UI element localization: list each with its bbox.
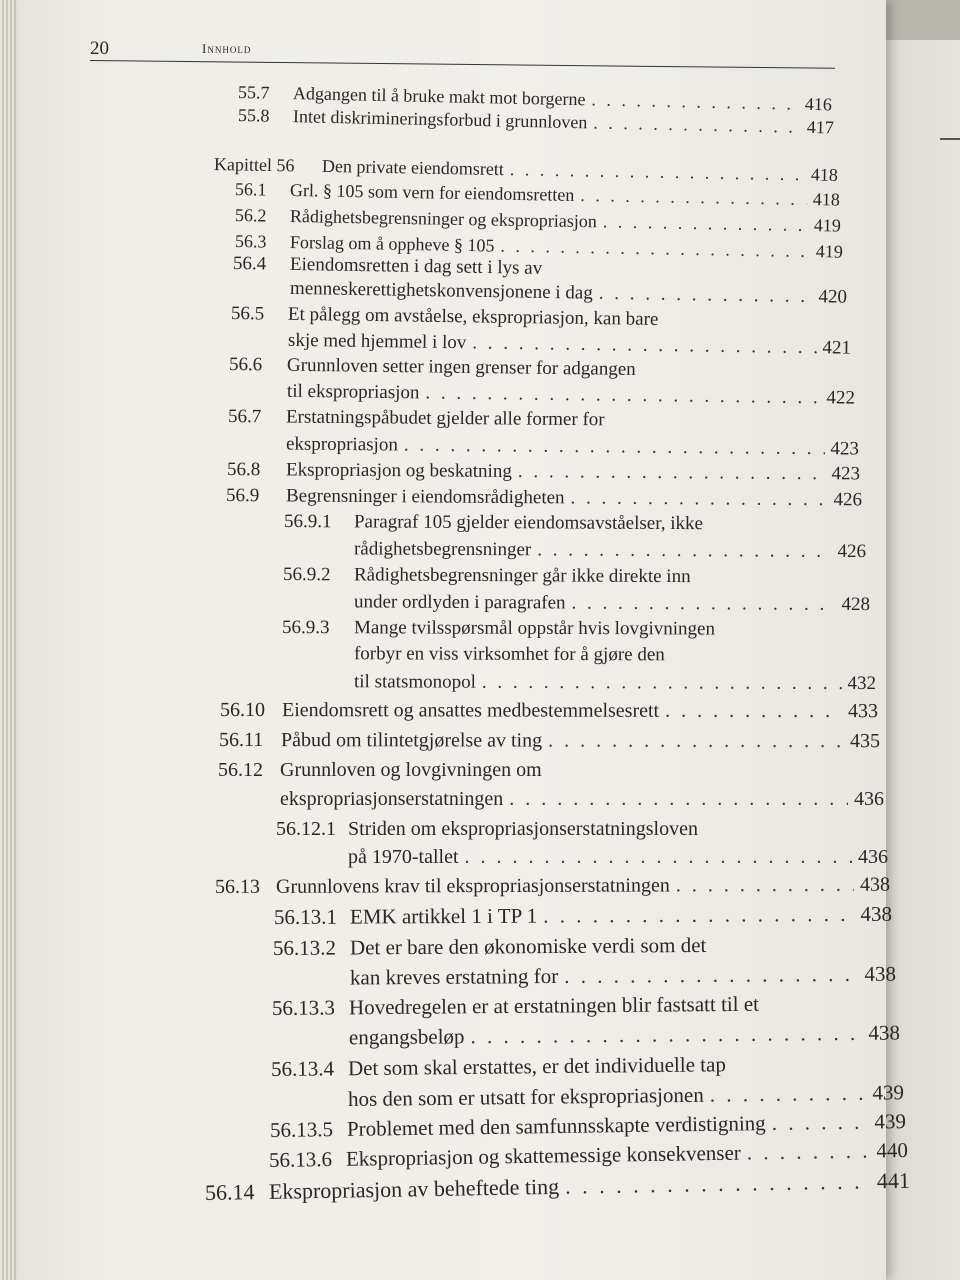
toc-entry-page: 418	[810, 164, 839, 185]
toc-entry-number	[271, 1106, 348, 1107]
dot-leader	[537, 536, 831, 566]
toc-entry	[283, 561, 868, 592]
toc-entry	[284, 508, 864, 539]
toc-entry-page: 435	[849, 730, 881, 753]
toc-entry-title: Ekspropriasjon av beheftede ting	[268, 1173, 560, 1204]
toc-entry-page: 417	[806, 116, 835, 138]
toc-entry-page: 421	[822, 337, 852, 359]
toc-entry-number: 56.3	[234, 231, 267, 252]
toc-entry-page: 428	[841, 593, 871, 616]
toc-entry-title: Paragraf 105 gjelder eiendomsavståelser, ikke	[353, 511, 704, 535]
toc-entry-title: rådighetsbegrensninger	[353, 538, 532, 561]
toc-entry-number: 56.13.5	[269, 1117, 334, 1142]
toc-entry-number: 56.4	[232, 253, 267, 275]
dot-leader	[565, 1167, 871, 1200]
toc-entry-number	[273, 984, 350, 985]
toc-entry-title: Begrensninger i eiendomsrådigheten	[285, 485, 565, 509]
dot-leader	[676, 871, 854, 900]
toc-entry-number: 56.5	[230, 303, 265, 325]
toc-entry	[271, 1048, 902, 1083]
toc-entry-number: 56.14	[204, 1179, 255, 1205]
toc-entry-page: 433	[847, 700, 879, 723]
toc-entry-title: Den private eiendomsrett	[321, 155, 505, 180]
toc-entry	[276, 843, 888, 871]
toc-entry-page: 436	[854, 788, 884, 810]
toc-entry-page: 419	[813, 215, 842, 236]
page-number: 20	[90, 38, 109, 59]
toc-entry-page: 426	[833, 489, 863, 511]
toc-entry	[273, 960, 896, 992]
toc-entry-page: 441	[876, 1167, 911, 1194]
toc-entry-number: 56.12.1	[276, 818, 336, 840]
toc-entry-number: 56.13.3	[271, 995, 336, 1020]
toc-entry-page: 438	[860, 901, 893, 926]
toc-entry	[219, 726, 880, 755]
dot-leader	[772, 1108, 869, 1137]
toc-entry-title: ekspropriasjon	[285, 433, 398, 456]
toc-entry-page: 438	[864, 961, 897, 986]
toc-entry	[272, 1019, 900, 1052]
toc-entry-number: 56.12	[218, 759, 263, 781]
toc-entry-title: Forslag om å oppheve § 105	[289, 231, 495, 256]
toc-entry-number	[231, 345, 288, 346]
dot-leader	[482, 669, 842, 698]
toc-entry-number: 56.13.1	[273, 904, 338, 929]
toc-entry	[282, 640, 874, 670]
toc-entry-title: til statsmonopol	[353, 671, 476, 693]
toc-entry-number: 55.8	[237, 105, 270, 126]
dot-leader	[593, 108, 801, 140]
toc-entry-page: 423	[830, 438, 860, 460]
toc-entry-page: 426	[837, 540, 867, 563]
toc-entry-page: 419	[815, 241, 844, 262]
toc-entry-number: 56.13.2	[272, 935, 337, 960]
toc-entry-title: Grunnloven og lovgivningen om	[280, 759, 542, 781]
toc-entry-page: 438	[868, 1020, 901, 1045]
toc-entry-number: 56.13	[214, 875, 261, 898]
dot-leader	[665, 697, 842, 725]
toc-entry-title: EMK artikkel 1 i TP 1	[349, 903, 538, 929]
toc-entry-title: Erstatningspåbudet gjelder alle former for	[285, 406, 605, 431]
toc-entry-number: 56.1	[234, 179, 267, 200]
toc-entry-title: Problemet med den samfunnsskapte verdistigning	[346, 1111, 766, 1141]
toc-entry-title: Mange tvilsspørsmål oppstår hvis lovgivningen	[353, 617, 716, 640]
toc-entry-page: 420	[818, 286, 848, 308]
dot-leader	[509, 785, 848, 813]
dot-leader	[710, 1079, 867, 1109]
toc-entry-number: 56.6	[228, 354, 263, 376]
toc-entry-title: Et pålegg om avståelse, ekspropriasjon, kan bare	[287, 303, 659, 330]
toc-entry-title: Eiendomsrett og ansattes medbestemmelsesrett	[281, 699, 660, 722]
toc-entry	[274, 900, 892, 931]
toc-entry-page: 422	[826, 387, 856, 409]
toc-entry-title: Det er bare den økonomiske verdi som det	[349, 932, 707, 960]
toc-entry-number	[228, 449, 286, 450]
toc-entry-title: Hovedregelen er at erstatningen blir fastsatt til et	[348, 991, 760, 1020]
toc-entry-page: 436	[858, 846, 888, 868]
toc-entry-page: 439	[872, 1080, 905, 1105]
toc-entry-title: Rådighetsbegrensninger går ikke direkte inn	[353, 564, 691, 588]
dot-leader	[548, 727, 844, 756]
running-title: Innhold	[202, 41, 252, 56]
toc-entry-number: 56.8	[226, 459, 261, 481]
toc-entry-title: kan kreves erstatning for	[349, 964, 559, 990]
toc-entry-number: 56.9.3	[281, 617, 330, 639]
toc-entry-page: 423	[831, 463, 861, 485]
toc-entry	[276, 815, 886, 843]
toc-entry-title: skje med hjemmel i lov	[287, 329, 467, 354]
toc-entry-title: under ordlyden i paragrafen	[353, 591, 566, 614]
toc-entry-number: 56.9.2	[282, 564, 331, 586]
toc-entry-title: Intet diskrimineringsforbud i grunnloven	[292, 106, 588, 133]
toc-entry-number: 55.7	[237, 82, 270, 103]
dot-leader	[465, 843, 852, 871]
toc-entry-title: Adgangen til å bruke makt mot borgerne	[292, 83, 586, 110]
toc-entry-title: Striden om ekspropriasjonserstatningsloven	[348, 818, 698, 840]
toc-entry-title: Ekspropriasjon og beskatning	[285, 459, 512, 482]
toc-entry	[218, 785, 884, 813]
toc-entry-title: Grl. § 105 som vern for eiendomsretten	[289, 179, 575, 205]
toc-entry-title: forbyr en viss virksomhet for å gjøre den	[353, 643, 665, 666]
toc-entry-number: 56.9.1	[283, 511, 332, 533]
toc-entry-number: 56.13.6	[268, 1147, 333, 1172]
toc-entry-title: menneskerettighetskonvensjonene i dag	[289, 277, 593, 304]
toc-entry-number: 56.10	[219, 699, 266, 722]
toc-entry-title: til ekspropriasjon	[286, 380, 420, 404]
toc-entry	[272, 989, 898, 1022]
toc-entry-number	[233, 293, 290, 294]
toc-entry-title: ekspropriasjonserstatningen	[280, 788, 504, 810]
toc-entry-number	[229, 396, 287, 397]
toc-entry-page: 416	[804, 93, 833, 115]
toc-entry-title: Påbud om tilintetgjørelse av ting	[280, 729, 543, 752]
dot-leader	[470, 1019, 862, 1050]
toc-entry-title: engangsbeløp	[348, 1024, 465, 1050]
toc-entry-title: Det som skal erstattes, er det individuelle tap	[347, 1052, 727, 1081]
toc-entry-title: Grunnloven setter ingen grenser for adgangen	[286, 354, 636, 380]
toc-entry-number	[272, 1044, 349, 1045]
toc-entry-page: 440	[876, 1137, 909, 1163]
toc-entry-title: Rådighetsbegrensninger og ekspropriasjon	[289, 205, 598, 232]
dot-leader	[747, 1137, 871, 1167]
toc-entry-title: Ekspropriasjon og skattemessige konsekvenser	[345, 1140, 741, 1171]
toc-entry-number: 56.13.4	[270, 1056, 335, 1081]
toc-entry-number: 56.11	[218, 729, 264, 752]
toc-entry	[215, 871, 890, 901]
toc-entry-title: Grunnlovens krav til ekspropriasjonserstatningen	[275, 874, 670, 898]
toc-entry-number: 56.2	[234, 205, 267, 226]
toc-entry	[218, 756, 882, 784]
toc-entry-page: 432	[847, 672, 877, 695]
toc-entry-title: hos den som er utsatt for ekspropriasjonen	[347, 1082, 704, 1112]
toc-entry	[282, 668, 876, 698]
toc-entry-page: 418	[812, 189, 841, 210]
toc-entry-title: på 1970-tallet	[348, 846, 459, 868]
toc-entry-number: Kapittel 56	[213, 154, 295, 176]
toc-entry-number: 56.7	[227, 406, 262, 428]
toc-entry-page: 438	[859, 873, 891, 896]
toc-entry-page: 439	[874, 1109, 907, 1134]
toc-entry	[273, 930, 894, 962]
dot-leader	[564, 960, 859, 990]
toc-entry	[220, 696, 878, 725]
dot-leader	[543, 900, 854, 930]
toc-entry-title: Eiendomsretten i dag sett i lys av	[289, 253, 543, 279]
toc-entry-number: 56.9	[225, 485, 260, 507]
